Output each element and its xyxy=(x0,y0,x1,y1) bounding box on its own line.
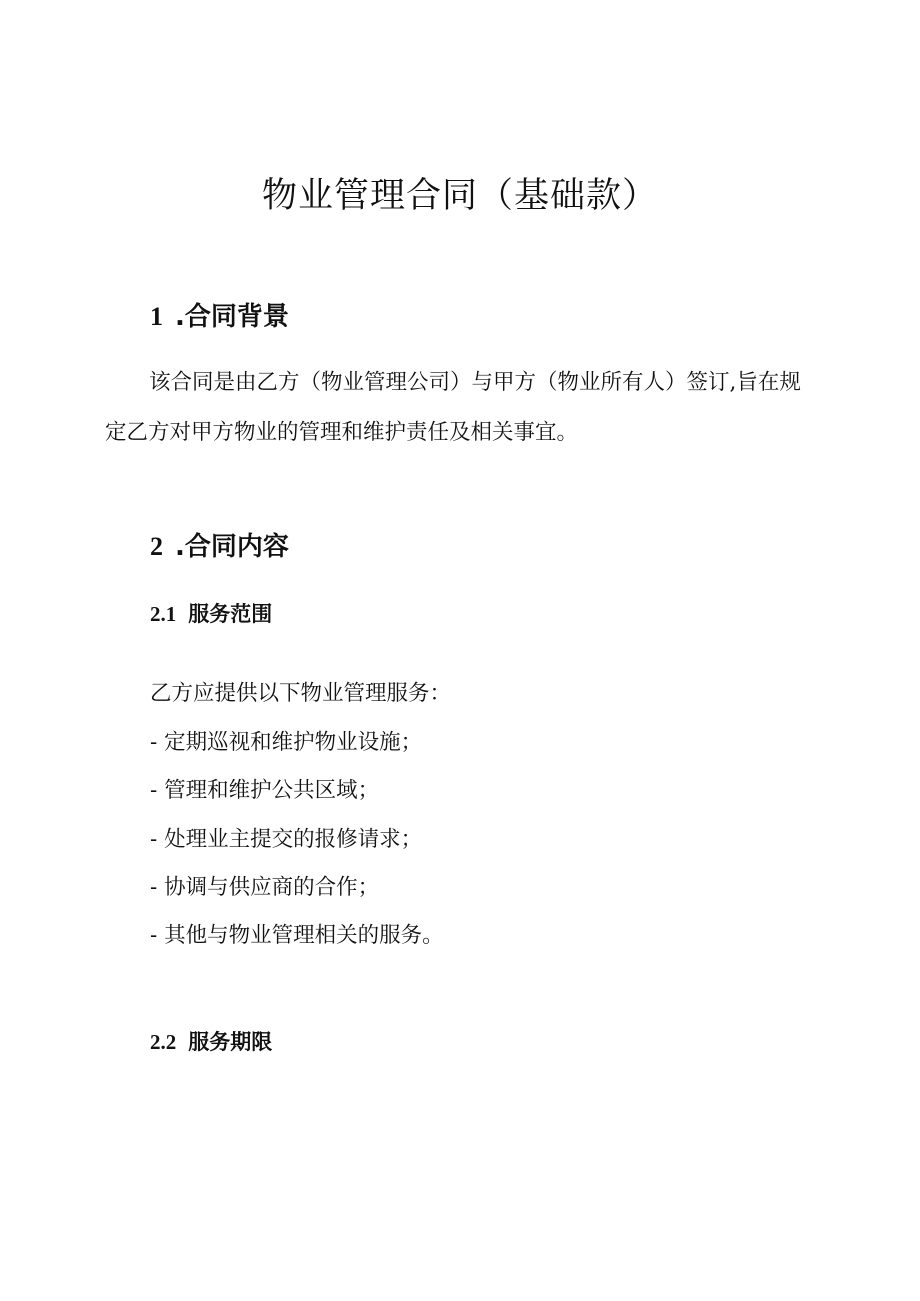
section-2-number: 2 xyxy=(150,532,163,561)
services-intro: 乙方应提供以下物业管理服务： xyxy=(150,681,452,706)
section-1-paragraph: 该合同是由乙方（物业管理公司）与甲方（物业所有人）签订,旨在规定乙方对甲方物业的管理和维护责任及相关事宜。 xyxy=(105,370,801,445)
section-2-heading xyxy=(150,526,289,563)
list-item: - 管理和维护公共区域； xyxy=(150,778,380,803)
section-2-title: .合同内容 xyxy=(175,532,289,562)
section-1-title: .合同背景 xyxy=(175,302,289,332)
list-item: - 处理业主提交的报修请求； xyxy=(150,827,423,852)
subsection-2-1-title: 服务范围 xyxy=(188,602,273,626)
subsection-2-2-number: 2.2 xyxy=(150,1030,177,1054)
subsection-2-1-heading xyxy=(150,598,272,628)
section-1-number: 1 xyxy=(150,302,163,331)
list-item: - 其他与物业管理相关的服务。 xyxy=(150,923,444,948)
list-item: - 协调与供应商的合作； xyxy=(150,875,380,900)
section-1-heading xyxy=(150,296,289,333)
subsection-2-1-number: 2.1 xyxy=(150,602,177,626)
subsection-2-2-heading xyxy=(150,1026,272,1056)
subsection-2-2-title: 服务期限 xyxy=(188,1030,273,1054)
document-title: 物业管理合同（基础款） xyxy=(261,176,658,216)
list-item: - 定期巡视和维护物业设施； xyxy=(150,730,423,755)
